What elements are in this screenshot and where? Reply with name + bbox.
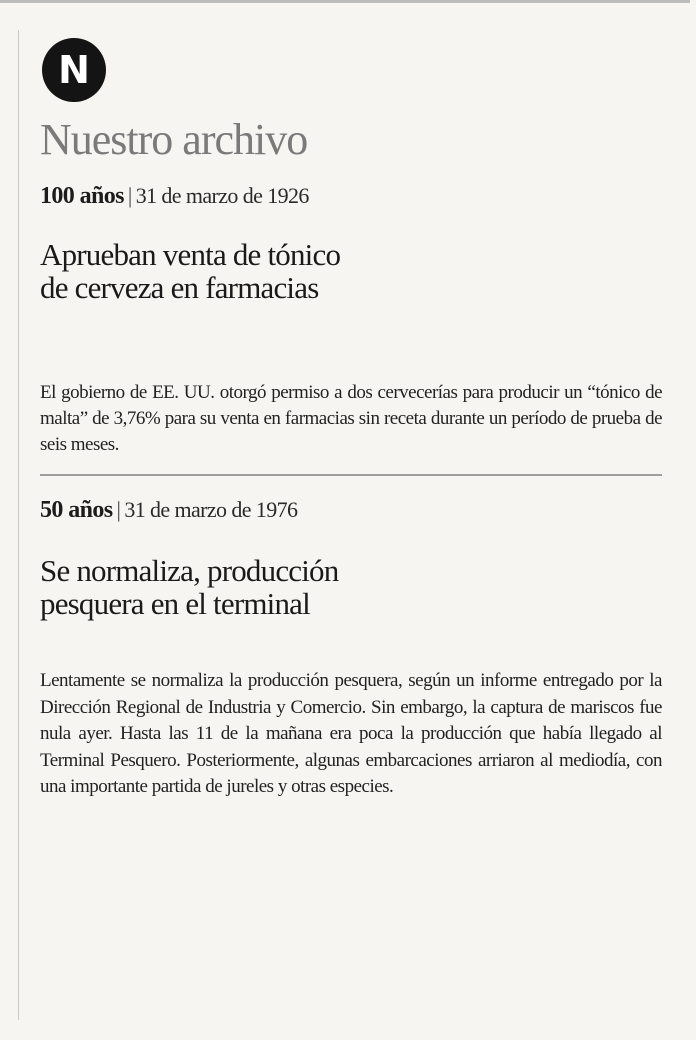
newspaper-logo-badge: N <box>42 38 106 102</box>
entry-years: 50 años <box>40 497 113 523</box>
entry-separator: | <box>127 183 132 208</box>
entry-body: El gobierno de EE. UU. otorgó permiso a dos cervecerías para producir un “tónico de malta” de 3,76% para su venta en farmacias sin receta durante un período de prueba de seis meses. <box>40 382 662 455</box>
entry-meta <box>40 182 680 210</box>
entry-headline-line: de cerveza en farmacias <box>40 270 319 305</box>
archive-column <box>40 38 680 801</box>
entry-divider <box>40 474 662 476</box>
entry-headline-line: Aprueban venta de tónico <box>40 237 341 272</box>
left-column-rule <box>18 30 19 1020</box>
entry-date: 31 de marzo de 1926 <box>135 183 309 208</box>
entry-separator: | <box>116 497 121 522</box>
entry-headline-line: pesquera en el terminal <box>40 586 310 621</box>
entry-years: 100 años <box>40 183 124 209</box>
entry-headline-line: Se normaliza, producción <box>40 553 339 588</box>
archive-entry-50-years <box>40 496 680 801</box>
entry-date: 31 de marzo de 1976 <box>124 497 298 522</box>
section-title: Nuestro archivo <box>40 115 308 164</box>
archive-entry-100-years <box>40 182 680 458</box>
entry-meta <box>40 496 680 524</box>
entry-headline <box>40 554 460 620</box>
top-rule <box>0 0 690 3</box>
entry-headline <box>40 238 460 304</box>
entry-body: Lentamente se normaliza la producción pesquera, según un informe entregado por la Dirección Regional de Industria y Comercio. Sin embargo, la captura de mariscos fue nula ayer. Hasta las 11 de la mañana era poca la producción que había llegado al Terminal Pesquero. Posteriormente, algunas embarcaciones arriaron al mediodía, con una importante partida de jureles y otras especies. <box>40 670 662 797</box>
